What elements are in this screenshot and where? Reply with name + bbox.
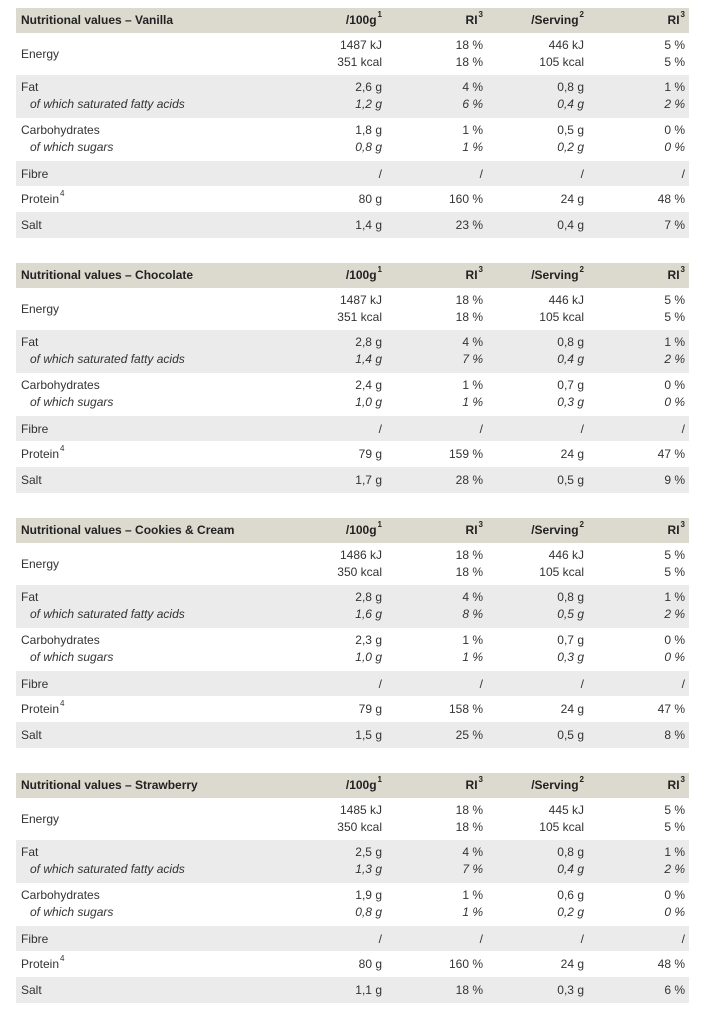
value-ri-serving: 2 % xyxy=(664,352,685,366)
table-title: Nutritional values – Cookies & Cream xyxy=(21,523,235,537)
value-ri-100g: 4 % xyxy=(462,335,483,349)
value-per100g: 2,3 g xyxy=(355,633,382,647)
value-per-serving: / xyxy=(580,167,584,181)
table-title: Nutritional values – Chocolate xyxy=(21,268,194,282)
value-per100g: 2,6 g xyxy=(355,80,382,94)
row-label-carbs xyxy=(21,123,100,137)
value-ri-100g: 4 % xyxy=(462,590,483,604)
row-fibre xyxy=(16,671,689,696)
value-per-serving: 446 kJ xyxy=(548,38,584,52)
col-header-ri-serving xyxy=(667,520,685,537)
row-salt xyxy=(16,467,689,493)
value-ri-serving: 5 % xyxy=(664,293,685,307)
value-ri-100g: 158 % xyxy=(448,702,483,716)
value-per100g: 1,9 g xyxy=(355,888,382,902)
value-per-serving: 446 kJ xyxy=(548,548,584,562)
row-label-fat xyxy=(21,335,38,349)
col-header-per-serving xyxy=(531,265,584,282)
nutrition-table-strawberry xyxy=(16,773,689,1003)
value-per100g: 79 g xyxy=(358,702,382,716)
value-ri-serving: 0 % xyxy=(664,905,685,919)
value-per100g: 2,8 g xyxy=(355,335,382,349)
row-label-saturated xyxy=(30,862,185,876)
value-per-serving: 0,5 g xyxy=(557,728,584,742)
row-label-text: of which saturated fatty acids xyxy=(30,862,185,876)
value-per-serving: 0,8 g xyxy=(557,590,584,604)
value-ri-100g: 18 % xyxy=(455,55,483,69)
value-ri-100g: 160 % xyxy=(448,192,483,206)
value-ri-serving: 1 % xyxy=(664,80,685,94)
row-fibre xyxy=(16,926,689,951)
value-ri-100g: 28 % xyxy=(455,473,483,487)
row-label-text: Carbohydrates xyxy=(21,633,100,647)
row-label-text: Protein xyxy=(21,447,60,461)
row-protein xyxy=(16,951,689,977)
value-ri-100g: 18 % xyxy=(455,293,483,307)
value-ri-serving: 2 % xyxy=(664,862,685,876)
row-fat xyxy=(16,840,689,883)
value-per100g: 351 kcal xyxy=(337,55,382,69)
row-label-text: Salt xyxy=(21,473,42,487)
col-header-per-serving-text: /Serving xyxy=(531,13,579,27)
row-label-text: Fibre xyxy=(21,677,49,691)
col-header-per-serving xyxy=(531,10,584,27)
row-energy xyxy=(16,543,689,585)
row-label-saturated xyxy=(30,352,185,366)
col-header-per-serving-text: /Serving xyxy=(531,268,579,282)
value-ri-100g: 18 % xyxy=(455,803,483,817)
value-ri-serving: 2 % xyxy=(664,97,685,111)
value-per-serving: 0,8 g xyxy=(557,335,584,349)
row-label-text: Energy xyxy=(21,302,60,316)
value-per-serving: / xyxy=(580,422,584,436)
row-fibre xyxy=(16,416,689,441)
value-per100g: 1,4 g xyxy=(355,352,382,366)
value-per100g: 2,8 g xyxy=(355,590,382,604)
row-label-fibre xyxy=(21,677,48,691)
row-label-text: Energy xyxy=(21,47,60,61)
value-ri-100g: 18 % xyxy=(455,983,483,997)
col-header-per100g xyxy=(345,775,382,792)
footnote-marker: 1 xyxy=(377,775,382,784)
row-label-text: Energy xyxy=(21,557,60,571)
value-ri-serving: 5 % xyxy=(664,820,685,834)
value-per-serving: 105 kcal xyxy=(539,565,584,579)
value-ri-serving: 0 % xyxy=(664,633,685,647)
row-label-protein xyxy=(21,189,65,206)
value-per-serving: 0,5 g xyxy=(557,123,584,137)
row-label-energy xyxy=(21,557,59,571)
table-header-row xyxy=(16,773,689,798)
value-per100g: 1487 kJ xyxy=(339,293,382,307)
value-per100g: 80 g xyxy=(358,192,382,206)
col-header-per100g-text: /100g xyxy=(345,523,377,537)
value-per-serving: 0,2 g xyxy=(557,140,584,154)
row-label-text: of which saturated fatty acids xyxy=(30,352,185,366)
col-header-ri-serving-text: RI xyxy=(667,13,680,27)
row-energy xyxy=(16,288,689,330)
value-per-serving: 0,7 g xyxy=(557,633,584,647)
col-header-per100g-text: /100g xyxy=(345,13,377,27)
row-label-sugars xyxy=(30,395,113,409)
value-per100g: 1,4 g xyxy=(355,218,382,232)
row-salt xyxy=(16,212,689,238)
footnote-marker: 4 xyxy=(60,954,65,963)
value-ri-serving: 7 % xyxy=(664,218,685,232)
footnote-marker: 3 xyxy=(680,265,685,274)
col-header-ri xyxy=(465,10,483,27)
nutrition-table-chocolate xyxy=(16,263,689,493)
value-per100g: 80 g xyxy=(358,957,382,971)
value-per100g: 1,0 g xyxy=(355,395,382,409)
value-ri-serving: 5 % xyxy=(664,565,685,579)
value-per-serving: 0,7 g xyxy=(557,378,584,392)
row-label-fat xyxy=(21,590,38,604)
row-energy xyxy=(16,798,689,840)
footnote-marker: 2 xyxy=(579,520,584,529)
row-label-energy xyxy=(21,302,59,316)
row-label-salt xyxy=(21,728,42,742)
value-per100g: 0,8 g xyxy=(355,905,382,919)
value-ri-serving: 5 % xyxy=(664,38,685,52)
footnote-marker: 4 xyxy=(60,444,65,453)
row-label-saturated xyxy=(30,97,185,111)
value-ri-100g: / xyxy=(479,422,483,436)
value-ri-serving: 5 % xyxy=(664,310,685,324)
value-ri-100g: 4 % xyxy=(462,845,483,859)
value-per-serving: 0,4 g xyxy=(557,352,584,366)
table-title: Nutritional values – Strawberry xyxy=(21,778,198,792)
footnote-marker: 3 xyxy=(478,265,483,274)
row-label-saturated xyxy=(30,607,185,621)
row-label-text: Energy xyxy=(21,812,60,826)
nutrition-table-vanilla xyxy=(16,8,689,238)
row-label-carbs xyxy=(21,378,100,392)
col-header-ri-text: RI xyxy=(465,778,478,792)
value-ri-100g: 23 % xyxy=(455,218,483,232)
value-ri-serving: 47 % xyxy=(657,447,685,461)
col-header-ri-text: RI xyxy=(465,268,478,282)
footnote-marker: 1 xyxy=(377,265,382,274)
value-ri-serving: 1 % xyxy=(664,590,685,604)
value-per100g: / xyxy=(378,677,382,691)
value-ri-100g: 1 % xyxy=(462,140,483,154)
row-label-energy xyxy=(21,47,59,61)
col-header-ri xyxy=(465,265,483,282)
value-ri-100g: 1 % xyxy=(462,650,483,664)
value-ri-serving: 8 % xyxy=(664,728,685,742)
value-per100g: 1485 kJ xyxy=(339,803,382,817)
value-ri-100g: 1 % xyxy=(462,633,483,647)
value-per-serving: 24 g xyxy=(560,957,584,971)
value-per-serving: 0,3 g xyxy=(557,650,584,664)
row-label-text: of which sugars xyxy=(30,650,114,664)
value-per100g: / xyxy=(378,167,382,181)
row-label-fibre xyxy=(21,932,48,946)
value-per100g: / xyxy=(378,422,382,436)
row-label-text: Fat xyxy=(21,335,39,349)
col-header-per100g xyxy=(345,265,382,282)
row-label-text: Fibre xyxy=(21,932,49,946)
value-ri-serving: 5 % xyxy=(664,548,685,562)
value-ri-serving: 0 % xyxy=(664,123,685,137)
value-ri-serving: 6 % xyxy=(664,983,685,997)
row-label-text: Fat xyxy=(21,590,39,604)
value-ri-100g: 1 % xyxy=(462,395,483,409)
row-label-salt xyxy=(21,473,42,487)
col-header-ri-serving xyxy=(667,265,685,282)
value-per-serving: 0,8 g xyxy=(557,845,584,859)
value-per-serving: 0,3 g xyxy=(557,395,584,409)
table-header-row xyxy=(16,518,689,543)
col-header-per100g-text: /100g xyxy=(345,778,377,792)
value-per-serving: 0,5 g xyxy=(557,607,584,621)
value-ri-serving: 5 % xyxy=(664,55,685,69)
footnote-marker: 1 xyxy=(377,520,382,529)
footnote-marker: 3 xyxy=(478,520,483,529)
table-title: Nutritional values – Vanilla xyxy=(21,13,174,27)
value-ri-100g: 1 % xyxy=(462,378,483,392)
value-per100g: 1,7 g xyxy=(355,473,382,487)
footnote-marker: 3 xyxy=(680,775,685,784)
row-label-energy xyxy=(21,812,59,826)
value-per-serving: 24 g xyxy=(560,447,584,461)
value-ri-serving: 0 % xyxy=(664,395,685,409)
col-header-ri-text: RI xyxy=(465,13,478,27)
value-ri-100g: / xyxy=(479,167,483,181)
nutrition-table-cookies-cream xyxy=(16,518,689,748)
col-header-ri-text: RI xyxy=(465,523,478,537)
row-carbohydrates xyxy=(16,118,689,161)
value-per100g: 1,2 g xyxy=(355,97,382,111)
row-label-text: Salt xyxy=(21,728,42,742)
value-ri-100g: 1 % xyxy=(462,888,483,902)
row-label-text: Carbohydrates xyxy=(21,123,100,137)
row-fat xyxy=(16,585,689,628)
value-per-serving: 445 kJ xyxy=(548,803,584,817)
value-ri-serving: 48 % xyxy=(657,957,685,971)
col-header-ri xyxy=(465,520,483,537)
value-ri-100g: 6 % xyxy=(462,97,483,111)
row-protein xyxy=(16,186,689,212)
row-label-text: of which sugars xyxy=(30,395,114,409)
footnote-marker: 3 xyxy=(680,10,685,19)
value-ri-serving: 0 % xyxy=(664,378,685,392)
row-label-text: of which sugars xyxy=(30,140,114,154)
footnote-marker: 2 xyxy=(579,10,584,19)
value-per100g: 1,6 g xyxy=(355,607,382,621)
value-per100g: / xyxy=(378,932,382,946)
value-ri-serving: 47 % xyxy=(657,702,685,716)
value-ri-serving: 48 % xyxy=(657,192,685,206)
value-per100g: 1,1 g xyxy=(355,983,382,997)
value-per-serving: 24 g xyxy=(560,702,584,716)
col-header-ri-serving-text: RI xyxy=(667,268,680,282)
value-ri-100g: 4 % xyxy=(462,80,483,94)
value-per-serving: / xyxy=(580,677,584,691)
table-header-row xyxy=(16,263,689,288)
col-header-ri xyxy=(465,775,483,792)
value-ri-100g: 1 % xyxy=(462,123,483,137)
value-ri-serving: / xyxy=(681,422,685,436)
row-salt xyxy=(16,722,689,748)
col-header-per100g xyxy=(345,10,382,27)
row-label-text: of which sugars xyxy=(30,905,114,919)
value-per-serving: 0,4 g xyxy=(557,862,584,876)
row-label-text: Fibre xyxy=(21,422,49,436)
value-per-serving: 0,4 g xyxy=(557,97,584,111)
row-protein xyxy=(16,441,689,467)
value-per-serving: 446 kJ xyxy=(548,293,584,307)
row-label-protein xyxy=(21,699,65,716)
footnote-marker: 4 xyxy=(60,189,65,198)
col-header-per-serving-text: /Serving xyxy=(531,778,579,792)
value-ri-100g: 159 % xyxy=(448,447,483,461)
col-header-per-serving xyxy=(531,520,584,537)
col-header-per100g-text: /100g xyxy=(345,268,377,282)
value-per100g: 1,8 g xyxy=(355,123,382,137)
row-salt xyxy=(16,977,689,1003)
value-per-serving: 105 kcal xyxy=(539,55,584,69)
value-ri-serving: / xyxy=(681,932,685,946)
value-ri-100g: 18 % xyxy=(455,565,483,579)
footnote-marker: 2 xyxy=(579,775,584,784)
value-per100g: 2,5 g xyxy=(355,845,382,859)
footnote-marker: 3 xyxy=(680,520,685,529)
value-per100g: 350 kcal xyxy=(337,820,382,834)
value-per-serving: 0,6 g xyxy=(557,888,584,902)
value-per-serving: 0,3 g xyxy=(557,983,584,997)
value-per-serving: 0,2 g xyxy=(557,905,584,919)
value-ri-100g: 7 % xyxy=(462,352,483,366)
row-label-sugars xyxy=(30,905,113,919)
value-per-serving: 105 kcal xyxy=(539,820,584,834)
row-label-text: Fibre xyxy=(21,167,49,181)
row-label-salt xyxy=(21,218,42,232)
row-label-text: Protein xyxy=(21,957,60,971)
row-fat xyxy=(16,75,689,118)
value-ri-100g: / xyxy=(479,677,483,691)
value-per100g: 79 g xyxy=(358,447,382,461)
row-protein xyxy=(16,696,689,722)
row-label-text: Carbohydrates xyxy=(21,888,100,902)
value-per100g: 350 kcal xyxy=(337,565,382,579)
value-per-serving: 0,8 g xyxy=(557,80,584,94)
value-ri-100g: 18 % xyxy=(455,820,483,834)
row-label-sugars xyxy=(30,650,113,664)
footnote-marker: 3 xyxy=(478,775,483,784)
value-ri-serving: 9 % xyxy=(664,473,685,487)
value-ri-serving: 0 % xyxy=(664,140,685,154)
value-per100g: 1,0 g xyxy=(355,650,382,664)
row-label-protein xyxy=(21,954,65,971)
row-fibre xyxy=(16,161,689,186)
value-per-serving: / xyxy=(580,932,584,946)
table-header-row xyxy=(16,8,689,33)
row-label-text: Protein xyxy=(21,192,60,206)
value-ri-100g: 8 % xyxy=(462,607,483,621)
value-ri-serving: 2 % xyxy=(664,607,685,621)
row-label-carbs xyxy=(21,888,100,902)
value-per-serving: 0,5 g xyxy=(557,473,584,487)
value-ri-100g: 18 % xyxy=(455,38,483,52)
row-carbohydrates xyxy=(16,628,689,671)
col-header-per-serving xyxy=(531,775,584,792)
value-ri-100g: 7 % xyxy=(462,862,483,876)
value-per-serving: 24 g xyxy=(560,192,584,206)
col-header-per100g xyxy=(345,520,382,537)
value-per100g: 2,4 g xyxy=(355,378,382,392)
value-per100g: 1,5 g xyxy=(355,728,382,742)
row-label-fibre xyxy=(21,422,48,436)
value-ri-serving: / xyxy=(681,677,685,691)
value-ri-100g: 25 % xyxy=(455,728,483,742)
row-label-text: Salt xyxy=(21,218,42,232)
value-ri-serving: / xyxy=(681,167,685,181)
col-header-ri-serving xyxy=(667,10,685,27)
value-per-serving: 105 kcal xyxy=(539,310,584,324)
row-label-text: Fat xyxy=(21,80,39,94)
row-label-carbs xyxy=(21,633,100,647)
row-label-text: Protein xyxy=(21,702,60,716)
value-ri-serving: 5 % xyxy=(664,803,685,817)
row-label-protein xyxy=(21,444,65,461)
col-header-ri-serving xyxy=(667,775,685,792)
value-ri-100g: 160 % xyxy=(448,957,483,971)
value-per100g: 1486 kJ xyxy=(339,548,382,562)
row-label-fat xyxy=(21,80,38,94)
value-ri-serving: 1 % xyxy=(664,335,685,349)
value-ri-serving: 0 % xyxy=(664,650,685,664)
value-per100g: 351 kcal xyxy=(337,310,382,324)
footnote-marker: 3 xyxy=(478,10,483,19)
row-label-sugars xyxy=(30,140,113,154)
value-ri-serving: 0 % xyxy=(664,888,685,902)
value-per100g: 1487 kJ xyxy=(339,38,382,52)
value-per100g: 0,8 g xyxy=(355,140,382,154)
row-label-text: of which saturated fatty acids xyxy=(30,607,185,621)
value-per100g: 1,3 g xyxy=(355,862,382,876)
row-label-salt xyxy=(21,983,42,997)
row-label-text: Fat xyxy=(21,845,39,859)
row-label-fibre xyxy=(21,167,48,181)
row-label-text: of which saturated fatty acids xyxy=(30,97,185,111)
row-label-text: Salt xyxy=(21,983,42,997)
row-energy xyxy=(16,33,689,75)
col-header-ri-serving-text: RI xyxy=(667,523,680,537)
value-per-serving: 0,4 g xyxy=(557,218,584,232)
row-carbohydrates xyxy=(16,373,689,416)
value-ri-100g: 18 % xyxy=(455,310,483,324)
row-carbohydrates xyxy=(16,883,689,926)
row-label-text: Carbohydrates xyxy=(21,378,100,392)
footnote-marker: 4 xyxy=(60,699,65,708)
value-ri-100g: 18 % xyxy=(455,548,483,562)
col-header-ri-serving-text: RI xyxy=(667,778,680,792)
footnote-marker: 2 xyxy=(579,265,584,274)
row-fat xyxy=(16,330,689,373)
value-ri-100g: / xyxy=(479,932,483,946)
col-header-per-serving-text: /Serving xyxy=(531,523,579,537)
value-ri-100g: 1 % xyxy=(462,905,483,919)
value-ri-serving: 1 % xyxy=(664,845,685,859)
footnote-marker: 1 xyxy=(377,10,382,19)
row-label-fat xyxy=(21,845,38,859)
